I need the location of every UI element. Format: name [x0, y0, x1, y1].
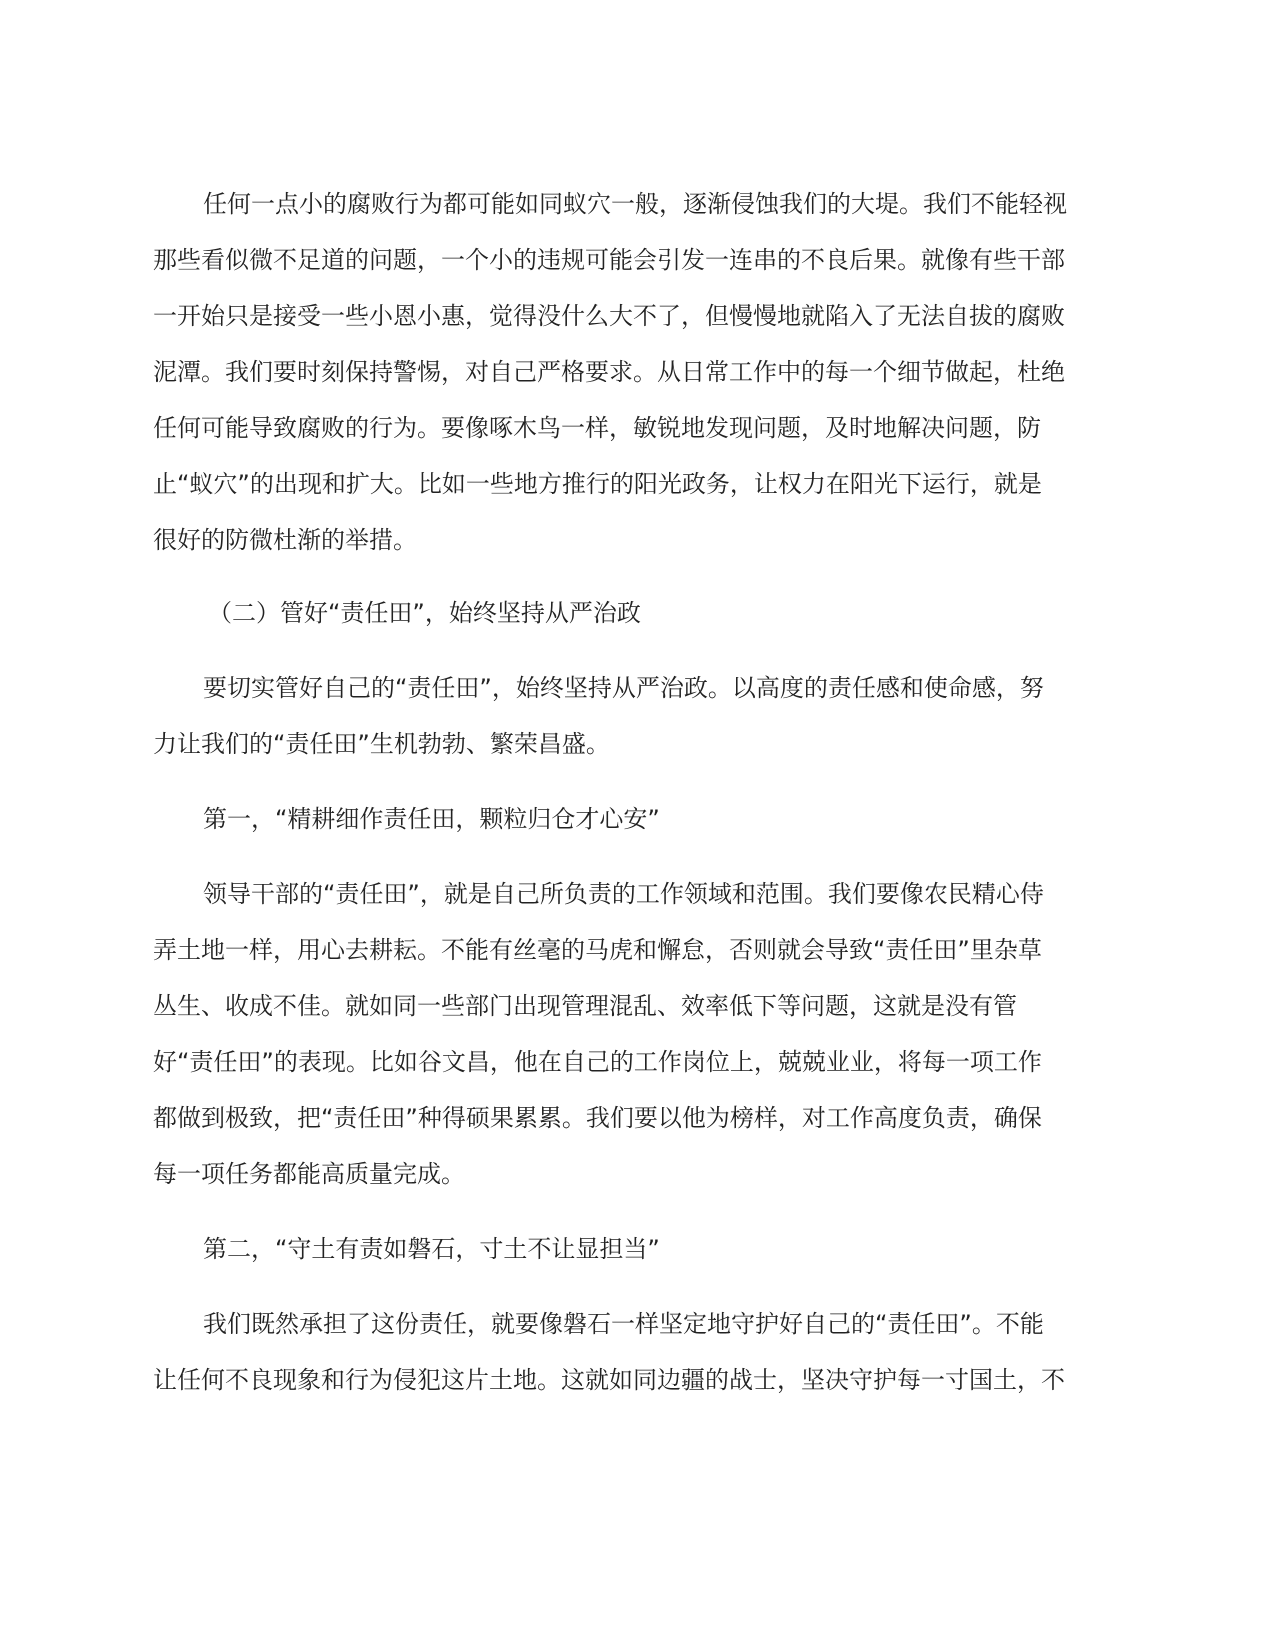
paragraph-line: 好“责任田”的表现。比如谷文昌，他在自己的工作岗位上，兢兢业业，将每一项工作 — [153, 1048, 1042, 1076]
paragraph-line: 领导干部的“责任田”，就是自己所负责的工作领域和范围。我们要像农民精心侍 — [203, 880, 1044, 908]
paragraph-line: 让任何不良现象和行为侵犯这片土地。这就如同边疆的战士，坚决守护每一寸国土，不 — [153, 1366, 1065, 1394]
paragraph-line: 任何一点小的腐败行为都可能如同蚁穴一般，逐渐侵蚀我们的大堤。我们不能轻视 — [203, 190, 1067, 218]
paragraph-line: 那些看似微不足道的问题，一个小的违规可能会引发一连串的不良后果。就像有些干部 — [153, 246, 1065, 274]
paragraph-line: 泥潭。我们要时刻保持警惕，对自己严格要求。从日常工作中的每一个细节做起，杜绝 — [153, 358, 1065, 386]
paragraph-line: 我们既然承担了这份责任，就要像磐石一样坚定地守护好自己的“责任田”。不能 — [203, 1310, 1044, 1338]
paragraph-line: 每一项任务都能高质量完成。 — [153, 1160, 465, 1188]
paragraph-line: 丛生、收成不佳。就如同一些部门出现管理混乱、效率低下等问题，这就是没有管 — [153, 992, 1017, 1020]
paragraph-line: 很好的防微杜渐的举措。 — [153, 526, 417, 554]
paragraph-line: 弄土地一样，用心去耕耘。不能有丝毫的马虎和懈怠，否则就会导致“责任田”里杂草 — [153, 936, 1042, 964]
section-heading: （二）管好“责任田”，始终坚持从严治政 — [208, 599, 641, 627]
paragraph-line: 要切实管好自己的“责任田”，始终坚持从严治政。以高度的责任感和使命感，努 — [203, 674, 1044, 702]
subsection-heading: 第二，“守土有责如磐石，寸土不让显担当” — [203, 1235, 660, 1263]
paragraph-line: 力让我们的“责任田”生机勃勃、繁荣昌盛。 — [153, 730, 610, 758]
paragraph-line: 一开始只是接受一些小恩小惠，觉得没什么大不了，但慢慢地就陷入了无法自拔的腐败 — [153, 302, 1065, 330]
paragraph-line: 都做到极致，把“责任田”种得硕果累累。我们要以他为榜样，对工作高度负责，确保 — [153, 1104, 1042, 1132]
paragraph-line: 止“蚁穴”的出现和扩大。比如一些地方推行的阳光政务，让权力在阳光下运行，就是 — [153, 470, 1042, 498]
paragraph-line: 任何可能导致腐败的行为。要像啄木鸟一样，敏锐地发现问题，及时地解决问题，防 — [153, 414, 1041, 442]
subsection-heading: 第一，“精耕细作责任田，颗粒归仓才心安” — [203, 805, 660, 833]
